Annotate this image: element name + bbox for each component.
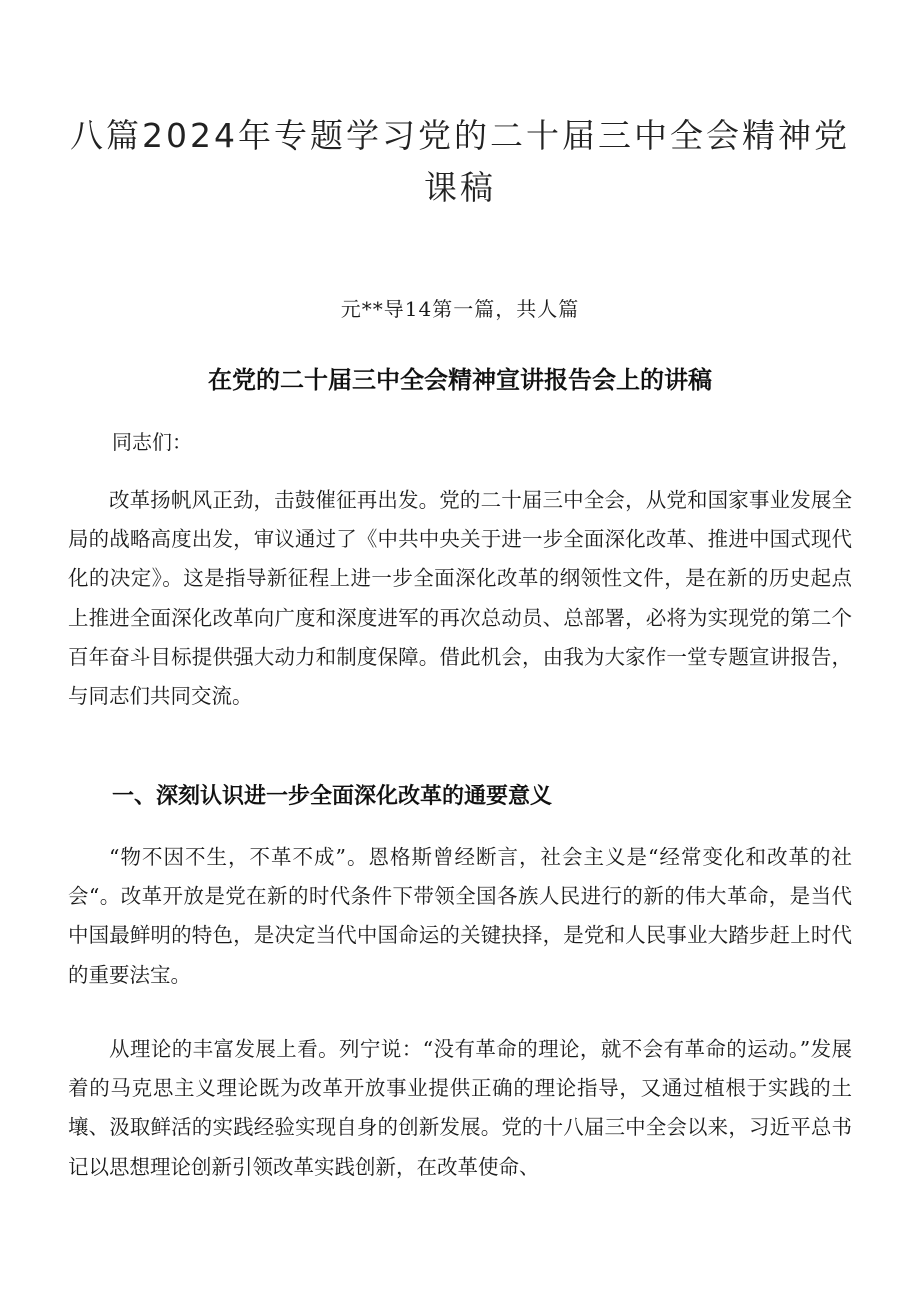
body-paragraph: “物不因不生，不革不成”。恩格斯曾经断言，社会主义是“经常变化和改革的社会“。改革开放是党在新的时代条件下带领全国各族人民进行的新的伟大革命，是当代中国最鲜明的特色，是决定当代中国命运的关键抉择，是党和人民事业大踏步赶上时代的重要法宝。 [68, 845, 852, 987]
speech-title: 在党的二十届三中全会精神宣讲报告会上的讲稿 [208, 366, 712, 394]
body-paragraph: 改革扬帆风正劲，击鼓催征再出发。党的二十届三中全会，从党和国家事业发展全局的战略高度出发，审议通过了《中共中央关于进一步全面深化改革、推进中国式现代化的决定》。这是指导新征程上进一步全面深化改革的纲领性文件，是在新的历史起点上推进全面深化改革向广度和深度进军的再次总动员、总部署，必将为实现党的第二个百年奋斗目标提供强大动力和制度保障。借此机会，由我为大家作一堂专题宣讲报告，与同志们共同交流。 [68, 488, 852, 709]
section-heading: 一、深刻认识进一步全面深化改革的通要意义 [112, 784, 553, 809]
document-meta: 元**导14第一篇，共人篇 [340, 297, 580, 321]
greeting: 同志们： [112, 430, 192, 454]
body-paragraph: 从理论的丰富发展上看。列宁说：“没有革命的理论，就不会有革命的运动。”发展着的马克思主义理论既为改革开放事业提供正确的理论指导，又通过植根于实践的土壤、汲取鲜活的实践经验实现自身的创新发展。党的十八届三中全会以来，习近平总书记以思想理论创新引领改革实践创新，在改革使命、 [68, 1037, 852, 1179]
document-title: 八篇2024年专题学习党的二十届三中全会精神党课稿 [70, 116, 850, 207]
